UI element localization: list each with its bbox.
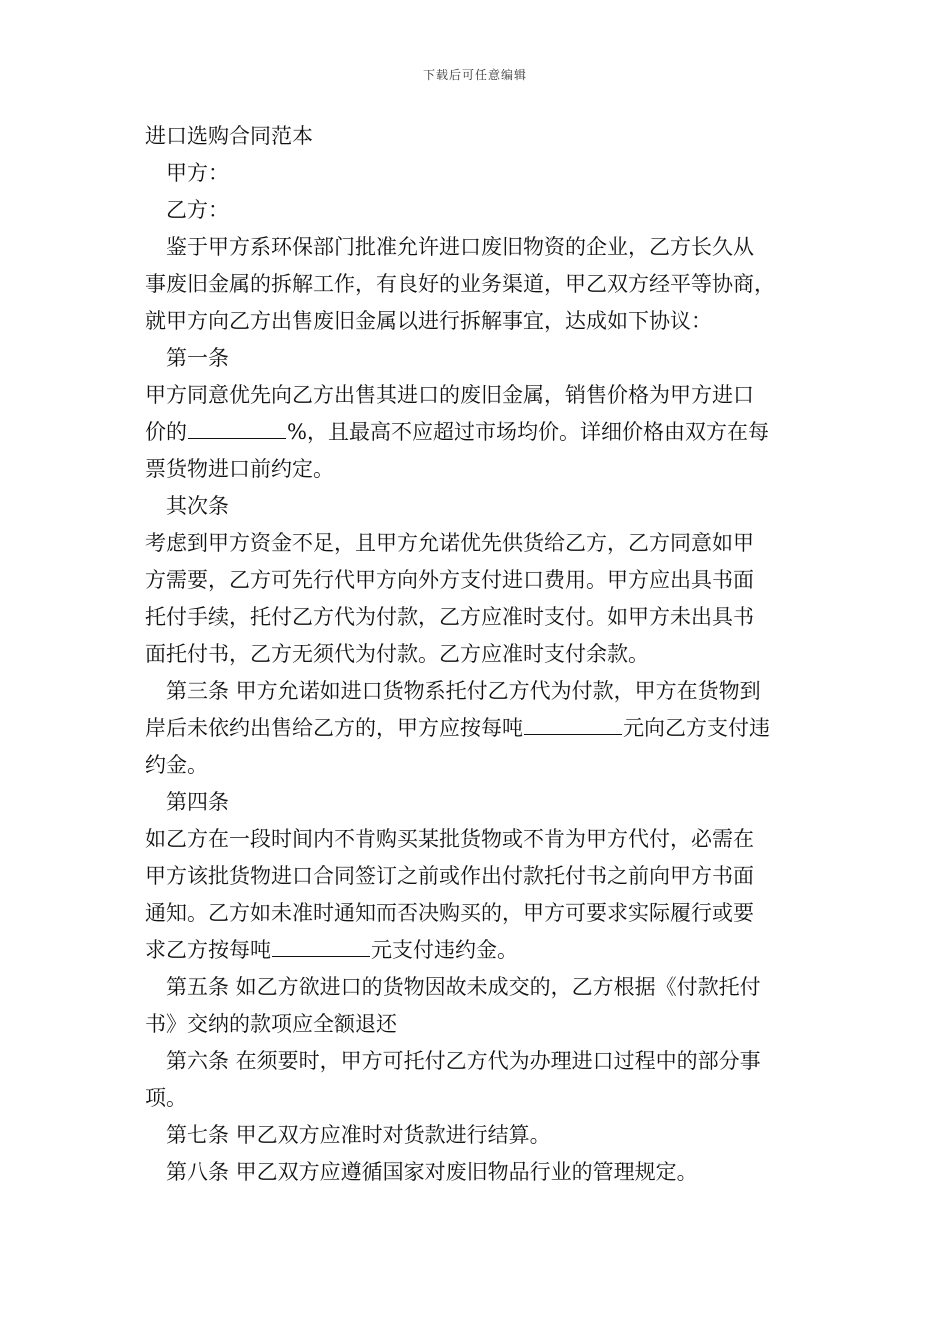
contract-body — [145, 118, 813, 1191]
article-7: 第七条 甲乙双方应准时对货款进行结算。 — [166, 1123, 551, 1147]
text-line: 通知。乙方如未准时通知而否决购买的，甲方可要求实际履行或要 — [145, 901, 754, 925]
document-title: 进口选购合同范本 — [145, 124, 313, 148]
penalty-per-ton-blank-field[interactable] — [524, 712, 622, 735]
text-line: 甲方同意优先向乙方出售其进口的废旧金属，销售价格为甲方进口 — [145, 383, 754, 407]
text-line — [145, 710, 813, 747]
article-1-heading: 第一条 — [166, 346, 229, 370]
text-line: 鉴于甲方系环保部门批准允许进口废旧物资的企业，乙方长久从 — [166, 235, 754, 259]
article-2-body — [145, 525, 813, 673]
article-3 — [145, 673, 813, 784]
text-line: 第六条 在须要时，甲方可托付乙方代为办理进口过程中的部分事 — [166, 1049, 761, 1073]
text-line: 第三条 甲方允诺如进口货物系托付乙方代为付款，甲方在货物到 — [166, 679, 761, 703]
article-5 — [145, 969, 813, 1043]
article-4-body — [145, 821, 813, 969]
text-fragment: 岸后未依约出售给乙方的，甲方应按每吨 — [145, 716, 523, 740]
percentage-blank-field[interactable] — [188, 416, 286, 439]
text-fragment: 求乙方按每吨 — [145, 938, 271, 962]
text-line — [145, 932, 813, 969]
party-a-line: 甲方： — [166, 161, 229, 185]
text-line: 方需要，乙方可先行代甲方向外方支付进口费用。甲方应出具书面 — [145, 568, 754, 592]
article-4-heading: 第四条 — [166, 790, 229, 814]
page-header-note: 下载后可任意编辑 — [422, 68, 527, 82]
text-line: 托付手续，托付乙方代为付款，乙方应准时支付。如甲方未出具书 — [145, 605, 754, 629]
article-6 — [145, 1043, 813, 1117]
text-line: 项。 — [145, 1086, 187, 1110]
text-fragment: 元支付违约金。 — [371, 938, 518, 962]
article-2-heading: 其次条 — [166, 494, 229, 518]
text-fragment: 元向乙方支付违 — [623, 716, 770, 740]
penalty-per-ton-blank-field[interactable] — [272, 934, 370, 957]
text-line: 面托付书，乙方无须代为付款。乙方应准时支付余款。 — [145, 642, 649, 666]
article-8: 第八条 甲乙双方应遵循国家对废旧物品行业的管理规定。 — [166, 1160, 698, 1184]
text-line: 第五条 如乙方欲进口的货物因故未成交的，乙方根据《付款托付 — [166, 975, 761, 999]
text-line: 就甲方向乙方出售废旧金属以进行拆解事宜，达成如下协议： — [145, 309, 712, 333]
text-fragment: 价的 — [145, 420, 187, 444]
preamble-paragraph — [145, 229, 813, 340]
text-line: 书》交纳的款项应全额退还 — [145, 1012, 397, 1036]
text-line: 约金。 — [145, 753, 208, 777]
text-line: 事废旧金属的拆解工作，有良好的业务渠道，甲乙双方经平等协商， — [145, 272, 775, 296]
text-line: 考虑到甲方资金不足，且甲方允诺优先供货给乙方，乙方同意如甲 — [145, 531, 754, 555]
text-line: 如乙方在一段时间内不肯购买某批货物或不肯为甲方代付，必需在 — [145, 827, 754, 851]
text-line: 甲方该批货物进口合同签订之前或作出付款托付书之前向甲方书面 — [145, 864, 754, 888]
text-line: 票货物进口前约定。 — [145, 457, 334, 481]
text-fragment: %，且最高不应超过市场均价。详细价格由双方在每 — [287, 420, 769, 444]
article-1-body — [145, 377, 813, 488]
party-b-line: 乙方： — [166, 198, 229, 222]
text-line — [145, 414, 813, 451]
